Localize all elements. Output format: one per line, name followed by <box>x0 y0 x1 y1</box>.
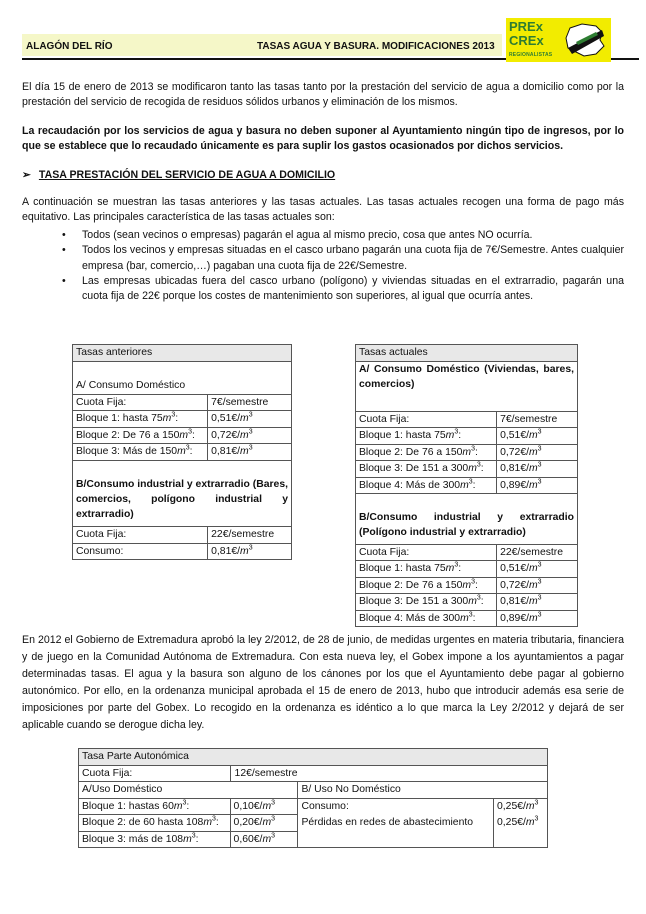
row-label: Pérdidas en redes de abastecimiento <box>298 815 494 832</box>
row-value: 7€/semestre <box>497 411 578 428</box>
section-title-text: TASA PRESTACIÓN DEL SERVICIO DE AGUA A DOMICILIO <box>38 169 336 181</box>
row-value: $0,51€/m^3$ <box>208 411 292 428</box>
row-value: 22€/semestre <box>208 527 292 544</box>
row-label: Bloque 2: De 76 a $150m^3$: <box>73 427 208 444</box>
row-value: $0,81€/m^3$ <box>497 461 578 478</box>
table-row <box>356 577 578 594</box>
row-value: $0,51€/m^3$ <box>497 561 578 578</box>
table-row <box>79 798 548 815</box>
logo-line1: PREx <box>509 19 543 34</box>
table-title: Tasas anteriores <box>73 345 292 362</box>
logo <box>506 18 611 62</box>
header-right-title: TASAS AGUA Y BASURA. MODIFICACIONES 2013 <box>257 41 495 52</box>
table-row <box>73 427 292 444</box>
table-section-title: B/Consumo industrial y extrarradio (Polígono industrial y extrarradio) <box>356 510 578 544</box>
table-row <box>79 782 548 799</box>
table-row <box>73 527 292 544</box>
table-section-title: A/Uso Doméstico <box>79 782 298 799</box>
row-label: Cuota Fija: <box>73 527 208 544</box>
table-row <box>356 411 578 428</box>
row-label: Bloque 1: hasta $75m^3$: <box>73 411 208 428</box>
row-value: 7€/semestre <box>208 394 292 411</box>
row-value: $0,60€/m^3$ <box>230 831 298 848</box>
table-section-title: B/Consumo industrial y extrarradio (Bares, comercios, polígono industrial y extrarradio) <box>73 477 292 527</box>
table-row <box>73 543 292 560</box>
logo-text <box>509 20 544 48</box>
row-value: $0,89€/m^3$ <box>497 610 578 627</box>
row-value: $0,81€/m^3$ <box>208 444 292 461</box>
row-label: Consumo: <box>298 798 494 815</box>
table-title: Tasa Parte Autonómica <box>79 749 548 766</box>
table-row <box>356 561 578 578</box>
row-label: Cuota Fija: <box>356 544 497 561</box>
empty-cell <box>494 831 548 848</box>
section-title <box>22 168 335 183</box>
row-label: Bloque 3: De 151 a $300m^3$: <box>356 594 497 611</box>
row-value: $0,51€/m^3$ <box>497 428 578 445</box>
row-label: Bloque 4: Más de $300m^3$: <box>356 610 497 627</box>
row-label: Cuota Fija: <box>356 411 497 428</box>
intro-paragraph-1: El día 15 de enero de 2013 se modificaron tanto las tasas tanto por la prestación del servicio de agua a domicilio como por la prestación del servicio de recogida de residuos sólidos urbanos y eliminación de los mismos. <box>22 81 624 109</box>
list-item: • Las empresas ubicadas fuera del casco urbano (polígono) y viviendas situadas en el extrarradio, pagarán una cuota fija de 22€ porque los costes de mantenimiento son superiores, al igual que ocurría antes. <box>60 274 624 305</box>
table-row <box>79 831 548 848</box>
row-value: $0,25€/m^3$ <box>494 798 548 815</box>
feature-list <box>60 228 624 305</box>
table-row <box>356 544 578 561</box>
row-label: Consumo: <box>73 543 208 560</box>
table-row <box>73 411 292 428</box>
table-section-title: A/ Consumo Doméstico <box>73 378 292 395</box>
row-value: $0,81€/m^3$ <box>497 594 578 611</box>
row-label: Bloque 2: De 76 a $150m^3$: <box>356 444 497 461</box>
table-row <box>356 594 578 611</box>
table-row <box>356 428 578 445</box>
row-value: $0,10€/m^3$ <box>230 798 298 815</box>
arrowhead-icon: ➢ <box>22 169 31 181</box>
table-row <box>356 444 578 461</box>
previous-rates-table <box>72 344 292 560</box>
section-lead: A continuación se muestran las tasas anteriores y las tasas actuales. Las tasas actuales recogen una forma de pago más equitativo. Las principales característica de las tasas actuales son: <box>22 196 624 224</box>
empty-cell <box>298 831 494 848</box>
row-label: Cuota Fija: <box>79 765 231 782</box>
row-value: $0,89€/m^3$ <box>497 477 578 494</box>
logo-line2: CREx <box>509 33 544 48</box>
row-label: Bloque 1: hastas $60m^3$: <box>79 798 231 815</box>
table-spacer <box>356 494 578 511</box>
row-value: $0,72€/m^3$ <box>497 577 578 594</box>
table-spacer <box>73 361 292 378</box>
logo-subtitle: REGIONALISTAS <box>509 52 553 58</box>
list-item: • Todos (sean vecinos o empresas) pagarán el agua al mismo precio, cosa que antes NO ocurría. <box>60 228 624 243</box>
row-value: 12€/semestre <box>230 765 547 782</box>
table-row <box>79 765 548 782</box>
row-label: Bloque 2: de 60 hasta $108m^3$: <box>79 815 231 832</box>
table-row <box>79 815 548 832</box>
row-value: $0,72€/m^3$ <box>208 427 292 444</box>
row-label: Bloque 3: más de $108m^3$: <box>79 831 231 848</box>
intro-paragraph-2: La recaudación por los servicios de agua y basura no deben suponer al Ayuntamiento ningún tipo de ingresos, por lo que se establece que lo recaudado únicamente es para suplir los gastos ocasionados por dichos servicios. <box>22 125 624 153</box>
table-row <box>73 444 292 461</box>
row-value: $0,72€/m^3$ <box>497 444 578 461</box>
row-value: 22€/semestre <box>497 544 578 561</box>
table-row <box>356 461 578 478</box>
table-row <box>356 477 578 494</box>
row-label: Cuota Fija: <box>73 394 208 411</box>
table-row <box>73 394 292 411</box>
current-rates-table <box>355 344 578 627</box>
row-label: Bloque 1: hasta $75m^3$: <box>356 561 497 578</box>
row-value: $0,81€/m^3$ <box>208 543 292 560</box>
table-row <box>356 610 578 627</box>
page-header <box>22 18 639 64</box>
table-section-title: A/ Consumo Doméstico (Viviendas, bares, comercios) <box>356 361 578 411</box>
row-label: Bloque 1: hasta $75m^3$: <box>356 428 497 445</box>
table-spacer <box>73 460 292 477</box>
row-label: Bloque 4: Más de $300m^3$: <box>356 477 497 494</box>
row-value: $0,25€/m^3$ <box>494 815 548 832</box>
region-map-icon <box>562 22 606 58</box>
autonomic-rates-table <box>78 748 548 848</box>
row-label: Bloque 3: Más de $150m^3$: <box>73 444 208 461</box>
row-label: Bloque 2: De 76 a $150m^3$: <box>356 577 497 594</box>
gobex-paragraph: En 2012 el Gobierno de Extremadura aprobó la ley 2/2012, de 28 de junio, de medidas urgentes en materia tributaria, financiera y de juego en la Comunidad Autónoma de Extremadura. Con esta nueva ley, el Gobex impone a los ayuntamientos a pagar determinadas tasas. El agua y la basura son alguno de los cánones por los que el Ayuntamiento debe pagar al gobierno autonómico. Por ello, en la ordenanza municipal aprobada el 15 de enero de 2013, hubo que introducir además esa serie de imposiciones por parte del Gobex. Lo recogido en la ordenanza es idéntico a lo que marca la Ley 2/2012 y dejará de ser aplicable cuando se derogue dicha ley. <box>22 634 624 731</box>
header-left-title: ALAGÓN DEL RÍO <box>26 41 113 52</box>
table-title: Tasas actuales <box>356 345 578 362</box>
table-section-title: B/ Uso No Doméstico <box>298 782 548 799</box>
row-label: Bloque 3: De 151 a $300m^3$: <box>356 461 497 478</box>
list-item: • Todos los vecinos y empresas situadas en el casco urbano pagarán una cuota fija de 7€/Semestre. Antes cualquier empresa (bar, comercio,…) pagaban una cuota fija de 22€/Semestre. <box>60 243 624 274</box>
row-value: $0,20€/m^3$ <box>230 815 298 832</box>
